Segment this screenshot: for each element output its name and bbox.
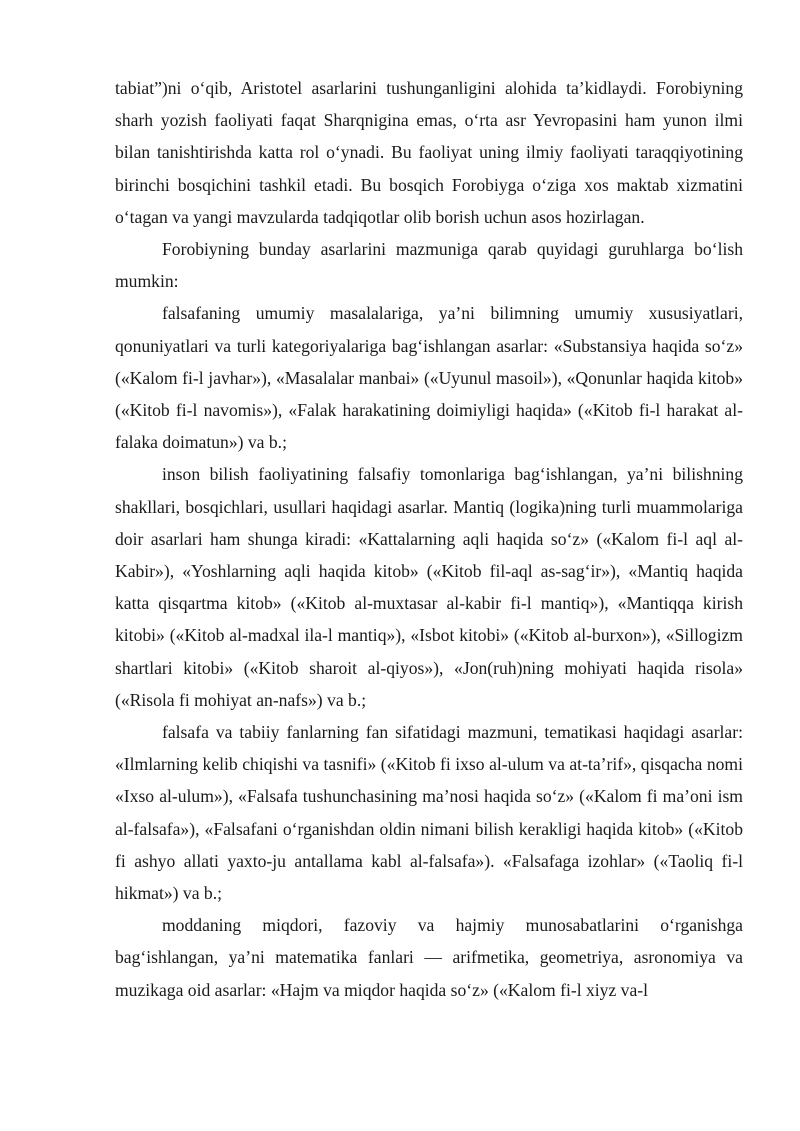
paragraph-grouping-intro: Forobiyning bunday asarlarini mazmuniga qarab quyidagi guruhlarga bo‘lish mumkin: xyxy=(115,239,743,292)
paragraph-general-philosophy-works: falsafaning umumiy masalalariga, ya’ni bilimning umumiy xususiyatlari, qonuniyatlari va turli kategoriyalariga bag‘ishlangan asarlar: «Substansiya haqida so‘z» («Kalom fi-l javhar»), «Masalalar manbai» («Uyunul masoil»), «Qonunlar haqida kitob» («Kitob fi-l navomis»), «Falak harakatining doimiyligi haqida» («Kitob fi-l harakat al-falaka doimatun») va b.; xyxy=(115,303,743,453)
document-page xyxy=(115,72,743,1006)
paragraph-mathematics-works: moddaning miqdori, fazoviy va hajmiy munosabatlarini o‘rganishga bag‘ishlangan, ya’ni matematika fanlari — arifmetika, geometriya, asronomiya va muzikaga oid asarlar: «Hajm va miqdor haqida so‘z» («Kalom fi-l xiyz va-l xyxy=(115,915,743,1000)
paragraph-continuation: tabiat”)ni o‘qib, Aristotel asarlarini tushunganligini alohida ta’kidlaydi. Forobiyning sharh yozish faoliyati faqat Sharqnigina emas, o‘rta asr Yevropasini ham yunon ilmi bilan tanishtirishda katta rol o‘ynadi. Bu faoliyat uning ilmiy faoliyati taraqqiyotining birinchi bosqichini tashkil etadi. Bu bosqich Forobiyga o‘ziga xos maktab xizmatini o‘tagan va yangi mavzularda tadqiqotlar olib borish uchun asos hozirlagan. xyxy=(115,78,743,227)
paragraph-cognition-logic-works: inson bilish faoliyatining falsafiy tomonlariga bag‘ishlangan, ya’ni bilishning shakllari, bosqichlari, usullari haqidagi asarlar. Mantiq (logika)ning turli muammolariga doir asarlari ham shunga kiradi: «Kattalarning aqli haqida so‘z» («Kalom fi-l aql al-Kabir»), «Yoshlarning aqli haqida kitob» («Kitob fil-aql as-sag‘ir»), «Mantiq haqida katta qisqartma kitob» («Kitob al-muxtasar al-kabir fi-l mantiq»), «Mantiqqa kirish kitobi» («Kitob al-madxal ila-l mantiq»), «Isbot kitobi» («Kitob al-burxon»), «Sillogizm shartlari kitobi» («Kitob sharoit al-qiyos»), «Jon(ruh)ning mohiyati haqida risola» («Risola fi mohiyat an-nafs») va b.; xyxy=(115,464,743,710)
paragraph-science-classification-works: falsafa va tabiiy fanlarning fan sifatidagi mazmuni, tematikasi haqidagi asarlar: «Ilmlarning kelib chiqishi va tasnifi» («Kitob fi ixso al-ulum va at-ta’rif», qisqacha nomi «Ixso al-ulum»), «Falsafa tushunchasining ma’nosi haqida so‘z» («Kalom fi ma’oni ism al-falsafa»), «Falsafani o‘rganishdan oldin nimani bilish kerakligi haqida kitob» («Kitob fi ashyo allati yaxto-ju antallama kabl al-falsafa»). «Falsafaga izohlar» («Taoliq fi-l hikmat») va b.; xyxy=(115,722,743,904)
